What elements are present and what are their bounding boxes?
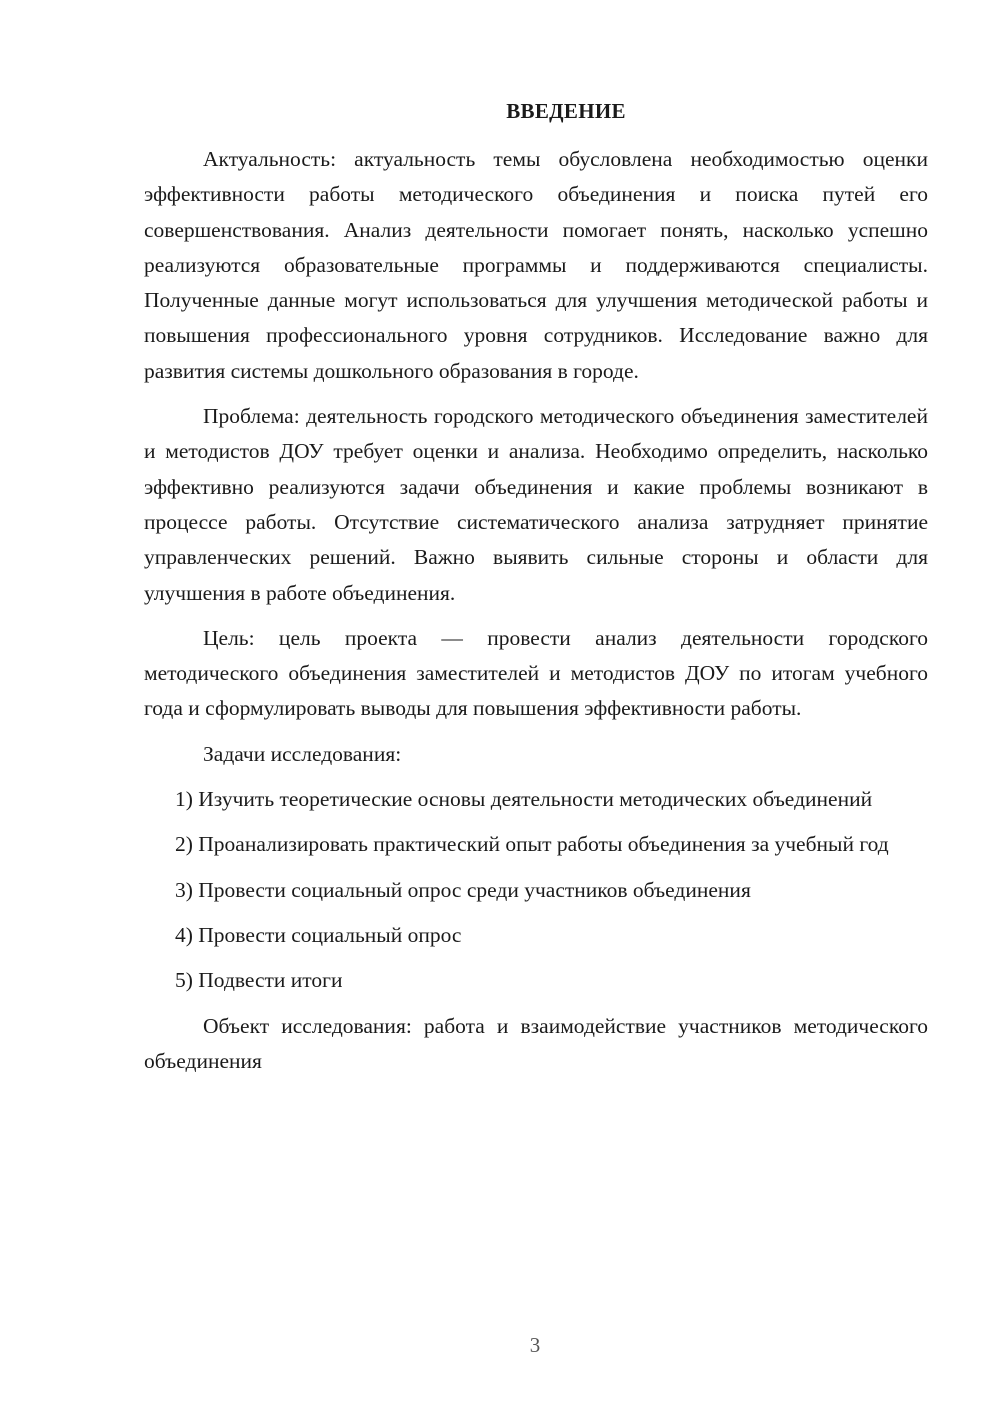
- paragraph-goal: Цель: цель проекта — провести анализ деятельности городского методического объединения заместителей и методистов ДОУ по итогам учебного года и сформулировать выводы для повышения эффективности работы.: [144, 625, 928, 721]
- paragraph-tasks-title: Задачи исследования:: [203, 741, 402, 766]
- page-number: 3: [529, 1333, 541, 1357]
- task-item-5: 5) Подвести итоги: [175, 968, 343, 993]
- paragraph-relevance: Актуальность: актуальность темы обусловлена необходимостью оценки эффективности работы методического объединения и поиска путей его совершенствования. Анализ деятельности помогает понять, насколько успешно реализуются образовательные программы и поддерживаются специалисты. Полученные данные могут использоваться для улучшения методической работы и повышения профессионального уровня сотрудников. Исследование важно для развития системы дошкольного образования в городе.: [144, 147, 928, 383]
- task-item-2: 2) Проанализировать практический опыт работы объединения за учебный год: [175, 832, 889, 857]
- section-heading: ВВЕДЕНИЕ: [506, 99, 626, 123]
- page-content: [144, 92, 928, 1089]
- paragraph-problem: Проблема: деятельность городского методического объединения заместителей и методистов ДОУ требует оценки и анализа. Необходимо определить, насколько эффективно реализуются задачи объединения и какие проблемы возникают в процессе работы. Отсутствие систематического анализа затрудняет принятие управленческих решений. Важно выявить сильные стороны и области для улучшения в работе объединения.: [144, 404, 928, 605]
- task-item-4: 4) Провести социальный опрос: [175, 922, 462, 947]
- task-item-1: 1) Изучить теоретические основы деятельности методических объединений: [175, 787, 873, 812]
- task-item-3: 3) Провести социальный опрос среди участников объединения: [175, 877, 751, 902]
- paragraph-object: Объект исследования: работа и взаимодействие участников методического объединения: [144, 1013, 928, 1073]
